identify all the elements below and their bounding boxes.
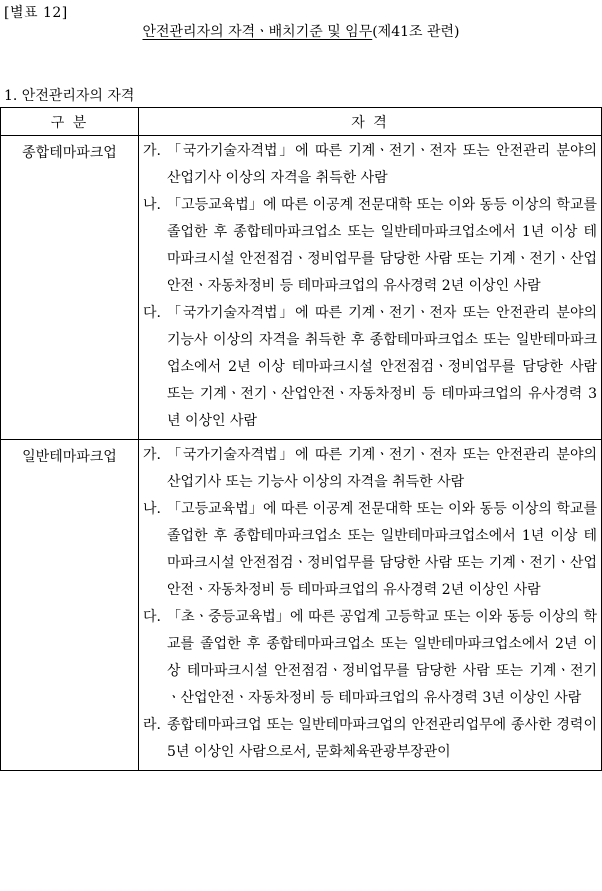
item-marker: 라. — [143, 717, 161, 733]
row-qualifications — [139, 136, 602, 440]
item-marker: 다. — [143, 305, 161, 321]
item-text: 「국가기술자격법」에 따른 기계ㆍ전기ㆍ전자 또는 안전관리 분야의 산업기사 또는 기능사 이상의 자격을 취득한 사람 — [167, 447, 597, 490]
list-item — [143, 192, 597, 300]
document-title — [0, 21, 602, 41]
item-text: 종합테마파크업 또는 일반테마파크업의 안전관리업무에 종사한 경력이 5년 이상인 사람으로서, 문화체육관광부장관이 — [167, 717, 597, 760]
title-suffix: (제41조 관련) — [372, 24, 460, 40]
column-header-qualification: 자 격 — [139, 108, 602, 136]
row-category: 일반테마파크업 — [1, 440, 139, 771]
item-marker: 다. — [143, 609, 161, 625]
item-text: 「국가기술자격법」에 따른 기계ㆍ전기ㆍ전자 또는 안전관리 분야의 산업기사 이상의 자격을 취득한 사람 — [167, 143, 597, 186]
item-text: 「초ㆍ중등교육법」에 따른 공업계 고등학교 또는 이와 동등 이상의 학교를 졸업한 후 종합테마파크업소 또는 일반테마파크업소에서 2년 이상 테마파크시설 안전점검ㆍ정비업무를 담당한 사람 또는 기계ㆍ전기ㆍ산업안전ㆍ자동차정비 등 테마파크업의 유사경력 3년 이상인 사람 — [167, 609, 597, 706]
list-item — [143, 712, 597, 766]
column-header-category: 구 분 — [1, 108, 139, 136]
row-qualifications — [139, 440, 602, 771]
section-heading: 1. 안전관리자의 자격 — [4, 88, 135, 104]
item-marker: 가. — [143, 447, 161, 463]
row-category: 종합테마파크업 — [1, 136, 139, 440]
list-item — [143, 496, 597, 604]
appendix-tag: [별표 12] — [4, 5, 68, 21]
item-marker: 나. — [143, 501, 161, 517]
qualification-table — [0, 107, 602, 771]
table-row — [1, 440, 602, 771]
item-text: 「고등교육법」에 따른 이공계 전문대학 또는 이와 동등 이상의 학교를 졸업한 후 종합테마파크업소 또는 일반테마파크업소에서 1년 이상 테마파크시설 안전점검ㆍ정비업무를 담당한 사람 또는 기계ㆍ전기ㆍ산업안전ㆍ자동차정비 등 테마파크업의 유사경력 2년 이상인 사람 — [167, 501, 597, 598]
list-item — [143, 604, 597, 712]
table-header-row — [1, 108, 602, 136]
list-item — [143, 300, 597, 435]
list-item — [143, 442, 597, 496]
item-marker: 가. — [143, 143, 161, 159]
item-text: 「고등교육법」에 따른 이공계 전문대학 또는 이와 동등 이상의 학교를 졸업한 후 종합테마파크업소 또는 일반테마파크업소에서 1년 이상 테마파크시설 안전점검ㆍ정비업무를 담당한 사람 또는 기계ㆍ전기ㆍ산업안전ㆍ자동차정비 등 테마파크업의 유사경력 2년 이상인 사람 — [167, 197, 597, 294]
item-text: 「국가기술자격법」에 따른 기계ㆍ전기ㆍ전자 또는 안전관리 분야의 기능사 이상의 자격을 취득한 후 종합테마파크업소 또는 일반테마파크업소에서 2년 이상 테마파크시설 안전점검ㆍ정비업무를 담당한 사람 또는 기계ㆍ전기ㆍ산업안전ㆍ자동차정비 등 테마파크업의 유사경력 3년 이상인 사람 — [167, 305, 597, 429]
item-marker: 나. — [143, 197, 161, 213]
table-row — [1, 136, 602, 440]
title-main: 안전관리자의 자격ㆍ배치기준 및 임무 — [142, 24, 373, 40]
list-item — [143, 138, 597, 192]
